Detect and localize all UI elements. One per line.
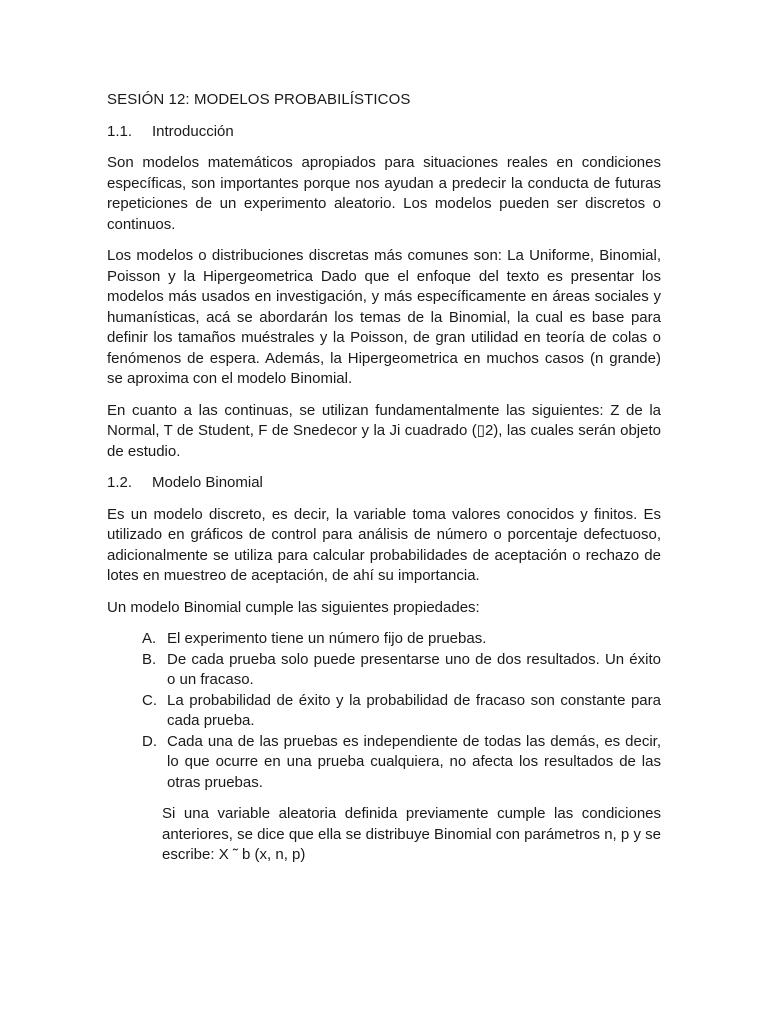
document-title: SESIÓN 12: MODELOS PROBABILÍSTICOS [107, 91, 411, 108]
list-marker: B. [142, 650, 157, 668]
properties-list [107, 629, 661, 793]
list-item-text: De cada prueba solo puede presentarse uno de dos resultados. Un éxito o un fracaso. [167, 650, 661, 688]
paragraph: En cuanto a las continuas, se utilizan fundamentalmente las siguientes: Z de la Normal, T de Student, F de Snedecor y la Ji cuadrado (▯2), las cuales serán objeto de estudio. [107, 401, 661, 460]
list-marker: D. [142, 732, 157, 750]
paragraph: Los modelos o distribuciones discretas más comunes son: La Uniforme, Binomial, Poisson y la Hipergeometrica Dado que el enfoque del texto es presentar los modelos más usados en investigación, y más específicamente en áreas sociales y humanísticas, acá se abordarán los temas de la Binomial, la cual es base para definir los tamaños muéstrales y la Poisson, de gran utilidad en teoría de colas o fenómenos de espera. Además, la Hipergeometrica en muchos casos (n grande) se aproxima con el modelo Binomial. [107, 247, 661, 387]
section-number: 1.1. [107, 122, 133, 140]
list-item [142, 650, 661, 691]
closing-paragraph: Si una variable aleatoria definida previamente cumple las condiciones anteriores, se dice que ella se distribuye Binomial con parámetros n, p y se escribe: X ˜ b (x, n, p) [162, 805, 661, 863]
section-title: Introducción [152, 122, 234, 140]
section-title: Modelo Binomial [152, 474, 263, 491]
paragraph: Es un modelo discreto, es decir, la variable toma valores conocidos y finitos. Es utilizado en gráficos de control para análisis de número o porcentaje defectuoso, adicionalmente se utiliza para calcular probabilidades de aceptación o rechazo de lotes en muestreo de aceptación, de ahí su importancia. [107, 505, 661, 584]
list-item [142, 629, 661, 650]
paragraph: Un modelo Binomial cumple las siguientes propiedades: [107, 598, 480, 616]
list-item-text: La probabilidad de éxito y la probabilidad de fracaso son constante para cada prueba. [167, 691, 661, 729]
list-marker: A. [142, 630, 157, 647]
section-heading-modelo-binomial [107, 473, 661, 494]
list-item [142, 732, 661, 794]
paragraph: Son modelos matemáticos apropiados para situaciones reales en condiciones específicas, son importantes porque nos ayudan a predecir la conducta de futuras repeticiones de un experimento aleatorio. Los modelos pueden ser discretos o continuos. [107, 154, 661, 233]
section-heading-introduccion [107, 122, 661, 143]
list-item-text: Cada una de las pruebas es independiente de todas las demás, es decir, lo que ocurre en una prueba cualquiera, no afecta los resultados de las otras pruebas. [167, 732, 661, 791]
section-number: 1.2. [107, 474, 133, 491]
list-marker: C. [142, 691, 157, 709]
list-item [142, 691, 661, 732]
list-item-text: El experimento tiene un número fijo de pruebas. [167, 630, 487, 647]
document-page [107, 90, 661, 866]
